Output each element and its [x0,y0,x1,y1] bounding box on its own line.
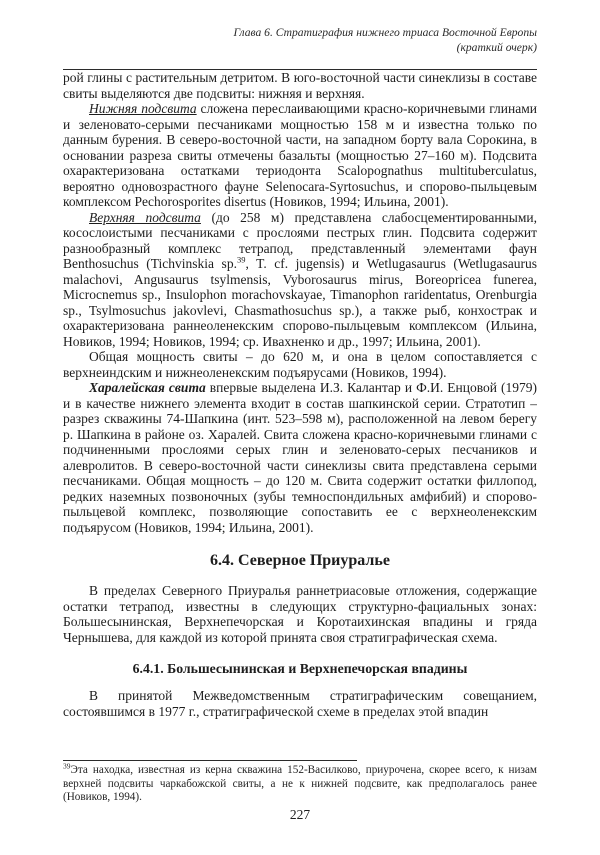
paragraph-lower-subsuite [63,101,537,210]
footnote-divider [63,760,357,761]
interdepartmental-text: В принятой Межведомственным стратиграфическим совещанием, состоявшимся в 1977 г., стратиграфической схеме в пределах этой впадин [63,688,537,719]
kharaley-suite-term: Харалейская свита [89,380,206,395]
running-head [63,26,537,55]
paragraph-north-urals [63,583,537,645]
paragraph-continuation-text: рой глины с растительным детритом. В юго-восточной части синеклизы в составе свиты выделяются две подсвиты: нижняя и верхняя. [63,70,537,101]
paragraph-continuation [63,70,537,101]
subsection-heading-6-4-1: 6.4.1. Большесынинская и Верхнепечорская впадины [132,661,468,676]
lower-subsuite-term: Нижняя подсвита [89,101,197,116]
footnote-reference-39: 39 [236,254,246,265]
running-head-line1: Глава 6. Стратиграфия нижнего триаса Восточной Европы [233,26,537,39]
lower-subsuite-text: сложена переслаивающими красно-коричневыми глинами и зеленовато-серыми песчаниками мощностью 158 м и известна только по данным бурения. В северо-восточной части, на западном борту вала Сорокина, в основании разреза свиты отмечены базальты (мощностью 27–160 м). Подсвита охарактеризована остатками териодонта Scalopognathus multituberculatus, вероятно одновозрастного фауне Selenocara-Syrtosuchus, и спорово-пыльцевым комплексом Pechorosporites disertus (Новиков, 1994; Ильина, 2001). [63,101,537,209]
footnote-marker: 39 [63,761,71,771]
section-heading-6-4: 6.4. Северное Приуралье [210,552,390,569]
paragraph-upper-subsuite [63,210,537,350]
footnote-text: Эта находка, известная из керна скважина 152-Василково, приурочена, скорее всего, к низам верхней подсвиты чаркабожской свиты, а не к нижней подсвите, как предполагалось ранее (Новиков, 1994). [63,764,537,804]
paragraph-kharaley-suite [63,380,537,535]
footnote-block [63,760,537,805]
upper-subsuite-term: Верхняя подсвита [89,209,201,225]
page-number: 227 [289,807,311,822]
kharaley-suite-text: впервые выделена И.З. Калантар и Ф.И. Енцовой (1979) и в качестве нижнего элемента входит в состав шапкинской серии. Стратотип – разрез скважины 74-Шапкина (инт. 523–598 м), расположенной на левом берегу р. Шапкина в районе оз. Харалей. Свита сложена красно-коричневыми глинами с подчиненными прослоями серых глин и зеленовато-серых песчаников и алевролитов. В северо-восточной части синеклизы свита представлена серыми песчаниками. Общая мощность – до 120 м. Свита содержит остатки филлопод, редких наземных позвоночных (зубы темноспондильных амфибий) и спорово-пыльцевой комплекс, позволяющие сопоставить ее с верхнеоленекским подъярусом (Новиков, 1994; Ильина, 2001). [63,380,537,535]
upper-subsuite-text-1: (до 258 м) представлена слабосцементированными, косослоистыми песчаниками с прослоями пестрых глин. Подсвита содержит разнообразный комплекс тетрапод, представленный элементами фаун Benthosuchus (Tichvinskia sp. [63,209,537,271]
paragraph-interdepartmental [63,688,537,719]
running-head-line2: (краткий очерк) [456,40,537,54]
footnote [63,761,537,805]
total-thickness-text: Общая мощность свиты – до 620 м, и она в целом сопоставляется с верхнеиндским и нижнеоленекским подъярусами (Новиков, 1994). [63,349,537,380]
paragraph-total-thickness [63,349,537,380]
page-body [63,70,537,760]
north-urals-text: В пределах Северного Приуралья раннетриасовые отложения, содержащие остатки тетрапод, известны в следующих структурно-фациальных зонах: Большесынинская, Верхнепечорская и Коротаихинская впадины и гряда Чернышева, для каждой из которой принята своя стратиграфическая схема. [63,583,537,645]
upper-subsuite-text-2: , T. cf. jugensis) и Wetlugasaurus (Wetlugasaurus malachovi, Angusaurus tsylmensis, Vyborosaurus mirus, Boreopricea funerea, Microcnemus sp., Insulophon morachovskayae, Timanophon raridentatus, Orenburgia sp., Tsylmosuchus jakovlevi, Chasmathosuchus sp.), а также рыб, конхострак и охарактеризована раннеоленекским спорово-пыльцевым комплексом (Ильина, Новиков, 1994; Новиков, 1994; ср. Ивахненко и др., 1997; Ильина, 2001). [63,256,537,349]
